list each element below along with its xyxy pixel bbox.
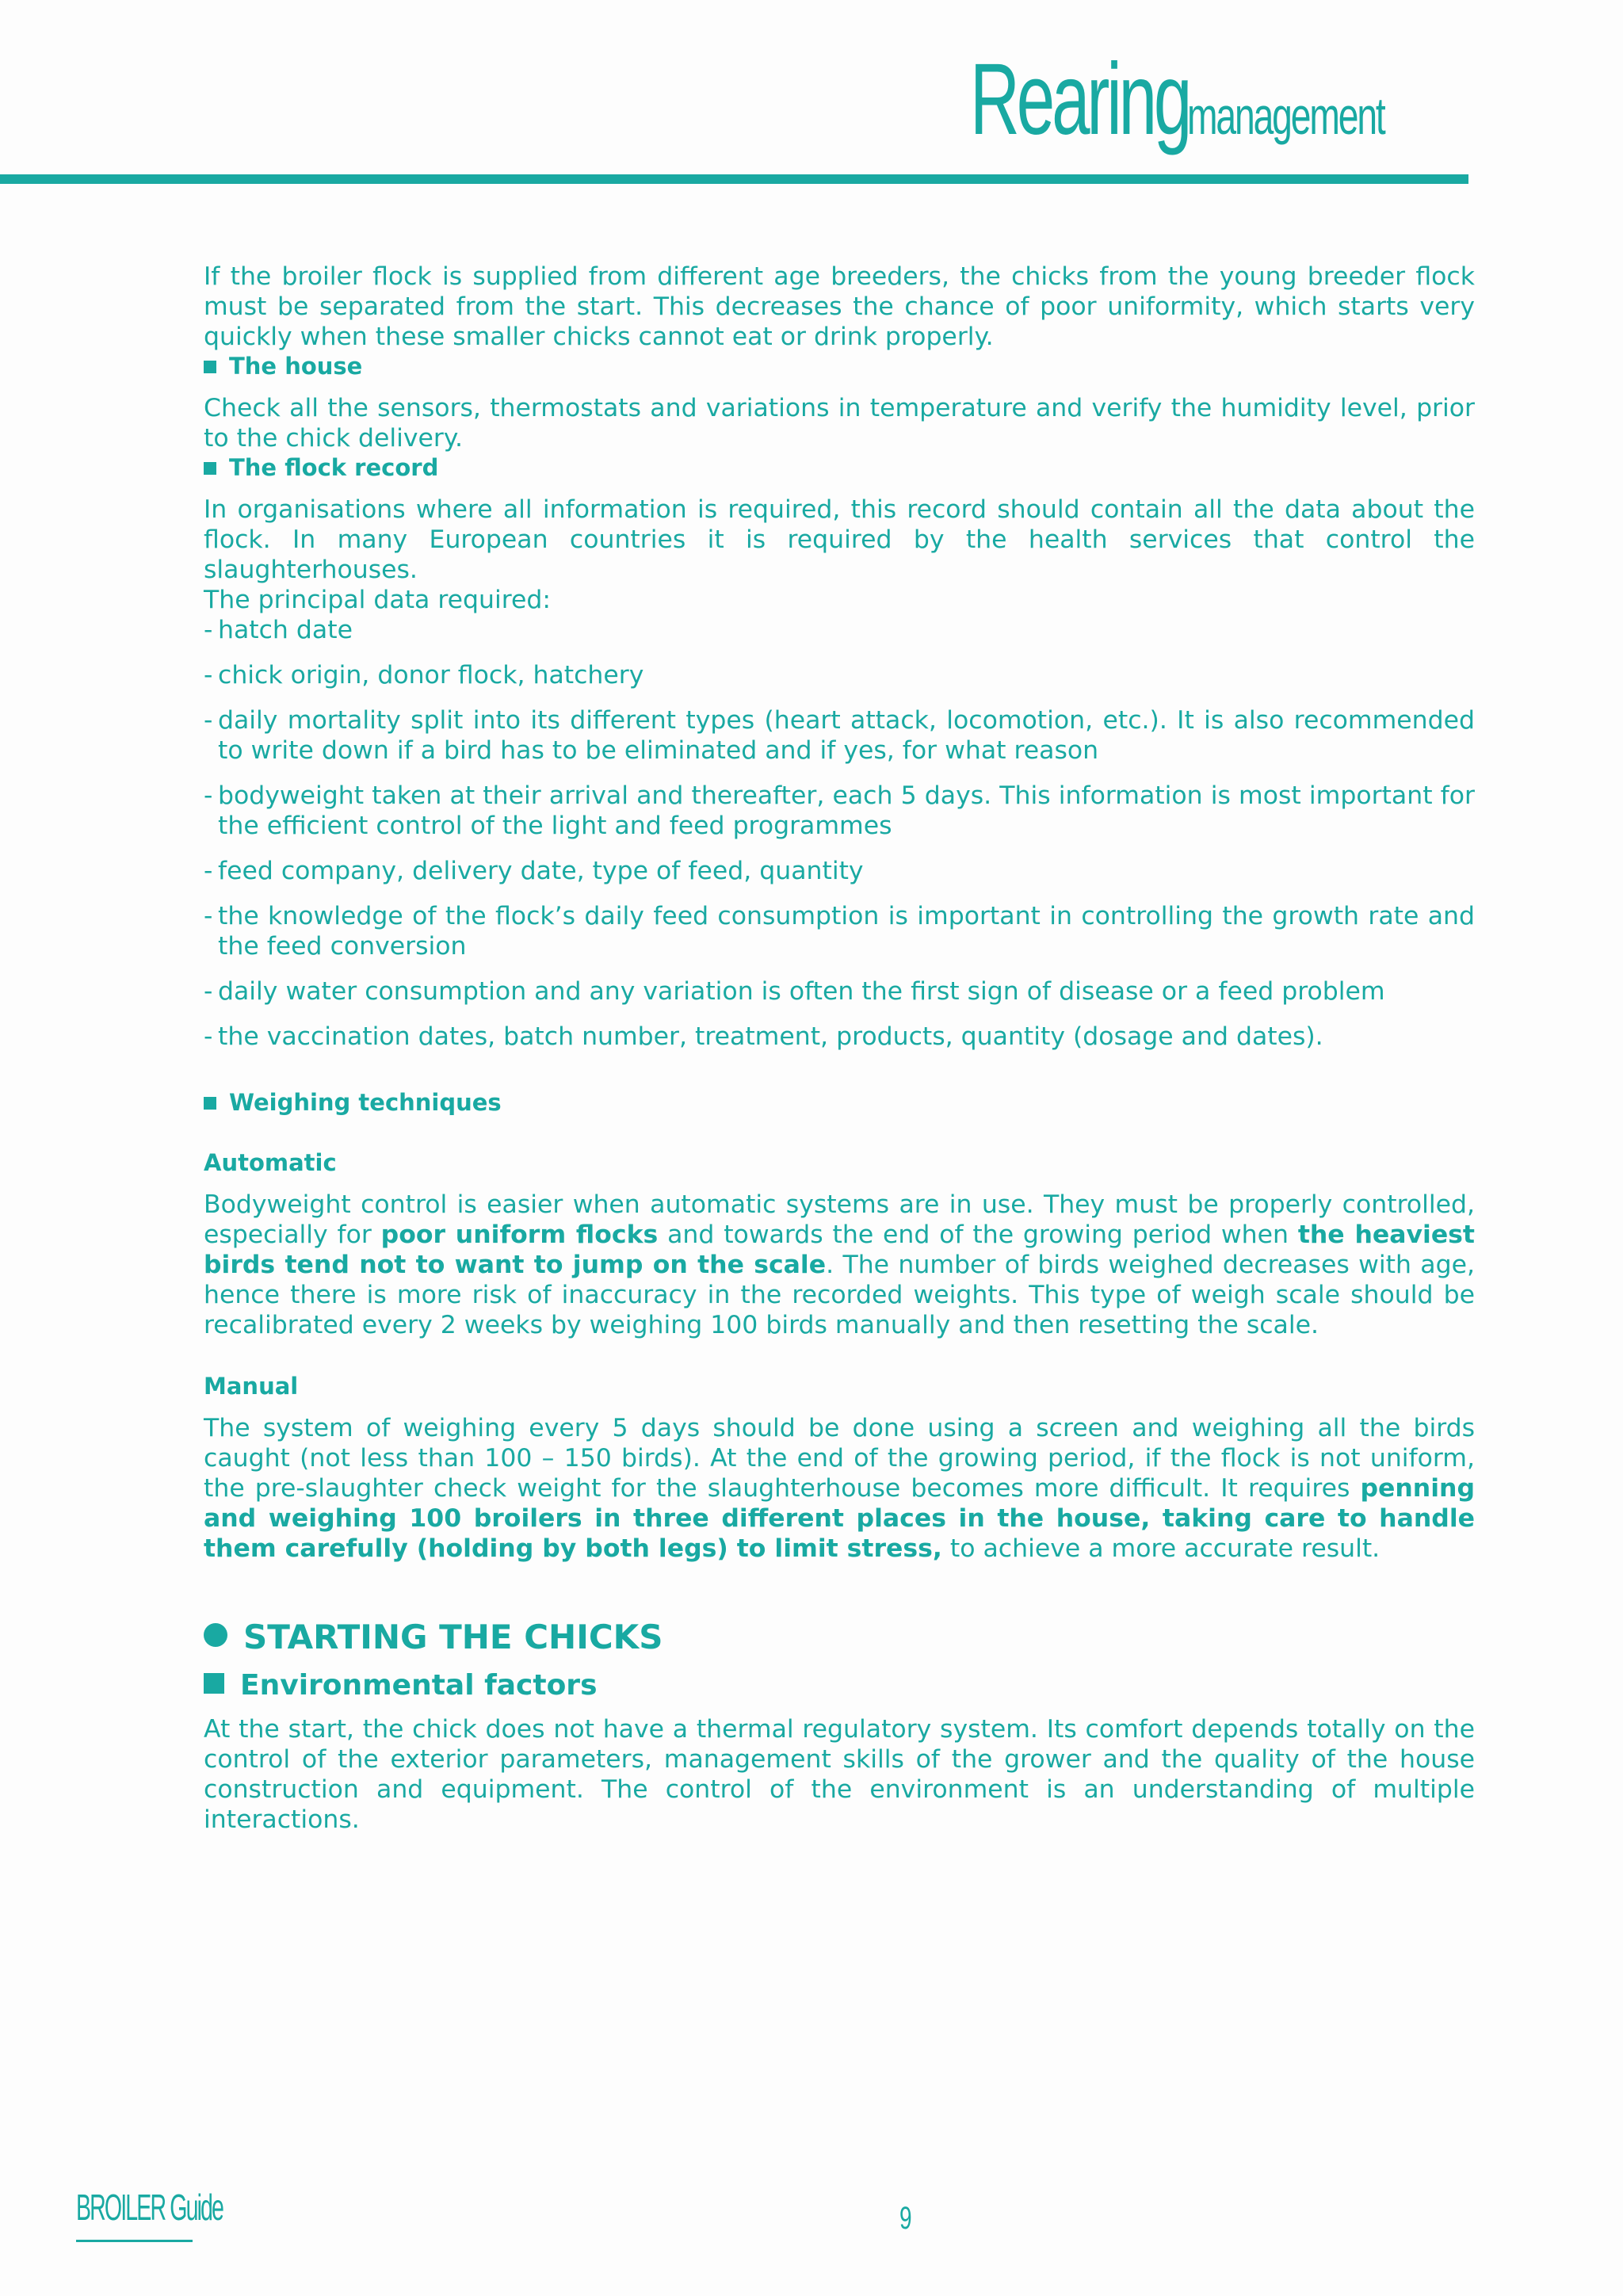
list-item: - bodyweight taken at their arrival and thereafter, each 5 days. This information is most important for the efficient control of the light and feed programmes [204, 781, 1475, 840]
list-item: - daily water consumption and any variation is often the first sign of disease or a feed problem [204, 977, 1385, 1006]
header-rule [0, 174, 1468, 184]
dash-bullet: - [204, 706, 213, 735]
bold-phrase: poor uniform flocks [380, 1221, 659, 1249]
house-heading-label: The house [229, 353, 363, 380]
dash-bullet: - [204, 1022, 213, 1051]
bold-phrase: the heaviest birds tend not to want to jump on the scale [204, 1221, 1475, 1279]
list-item: - daily mortality split into its different types (heart attack, locomotion, etc.). It is also recommended to write down if a bird has to be eliminated and if yes, for what reason [204, 706, 1475, 765]
circle-bullet-icon [204, 1623, 227, 1647]
house-heading [204, 352, 1475, 380]
square-bullet-icon [204, 1097, 216, 1110]
environmental-paragraph: At the start, the chick does not have a thermal regulatory system. Its comfort depends totally on the control of the exterior parameters, management skills of the grower and the quality of the house construction and equipment. The control of the environment is an understanding of multiple interactions. [204, 1715, 1475, 1834]
starting-heading [204, 1618, 1475, 1657]
starting-heading-label: STARTING THE CHICKS [243, 1618, 663, 1656]
flock-record-heading-label: The flock record [229, 454, 439, 481]
automatic-heading: Automatic [204, 1149, 337, 1176]
dash-bullet: - [204, 977, 213, 1006]
manual-heading: Manual [204, 1373, 299, 1400]
title-sub: management [1186, 86, 1384, 145]
dash-bullet: - [204, 661, 213, 690]
flock-record-list-intro: The principal data required: [204, 586, 551, 614]
bold-phrase: penning and weighing 100 broilers in three different places in the house, taking care to handle them carefully (holding by both legs) to limit stress, [204, 1474, 1475, 1563]
page-title [867, 43, 1469, 156]
list-item: - the knowledge of the flock’s daily feed consumption is important in controlling the growth rate and the feed conversion [204, 902, 1475, 961]
square-bullet-icon [204, 361, 216, 373]
manual-paragraph: The system of weighing every 5 days should be done using a screen and weighing all the birds caught (not less than 100 – 150 birds). At the end of the growing period, if the flock is not uniform, the pre-slaughter check weight for the slaughterhouse becomes more difficult. It requires penning and weighing 100 broilers in three different places in the house, taking care to handle them carefully (holding by both legs) to limit stress, to achieve a more accurate result. [204, 1414, 1475, 1563]
intro-paragraph: If the broiler flock is supplied from different age breeders, the chicks from the young breeder flock must be separated from the start. This decreases the chance of poor uniformity, which starts very quickly when these smaller chicks cannot eat or drink properly. [204, 262, 1475, 351]
list-item: - hatch date [204, 616, 353, 644]
dash-bullet: - [204, 902, 213, 930]
weighing-heading [204, 1088, 1475, 1117]
dash-bullet: - [204, 616, 213, 644]
square-bullet-icon [204, 1673, 224, 1694]
main-content [204, 262, 1475, 1835]
flock-record-paragraph: In organisations where all information is required, this record should contain all the data about the flock. In many European countries it is required by the health services that control the slaughterhouses. [204, 495, 1475, 584]
footer-rule [76, 2240, 193, 2242]
environmental-heading-label: Environmental factors [240, 1669, 598, 1702]
flock-record-heading [204, 453, 1475, 482]
list-item: - the vaccination dates, batch number, treatment, products, quantity (dosage and dates). [204, 1022, 1323, 1051]
dash-bullet: - [204, 781, 213, 810]
environmental-heading [204, 1668, 1475, 1703]
page-number: 9 [899, 2201, 912, 2236]
flock-record-list [204, 615, 1475, 1052]
title-main: Rearing [969, 43, 1189, 156]
square-bullet-icon [204, 462, 216, 475]
automatic-paragraph: Bodyweight control is easier when automatic systems are in use. They must be properly controlled, especially for poor uniform flocks and towards the end of the growing period when the heaviest birds tend not to want to jump on the scale. The number of birds weighed decreases with age, hence there is more risk of inaccuracy in the recorded weights. This type of weigh scale should be recalibrated every 2 weeks by weighing 100 birds manually and then resetting the scale. [204, 1190, 1475, 1339]
footer-guide-title: BROILER Guide [76, 2187, 223, 2228]
list-item: - feed company, delivery date, type of feed, quantity [204, 857, 864, 885]
list-item: - chick origin, donor flock, hatchery [204, 661, 644, 690]
dash-bullet: - [204, 857, 213, 885]
weighing-heading-label: Weighing techniques [229, 1089, 502, 1116]
house-paragraph: Check all the sensors, thermostats and variations in temperature and verify the humidity level, prior to the chick delivery. [204, 394, 1475, 453]
